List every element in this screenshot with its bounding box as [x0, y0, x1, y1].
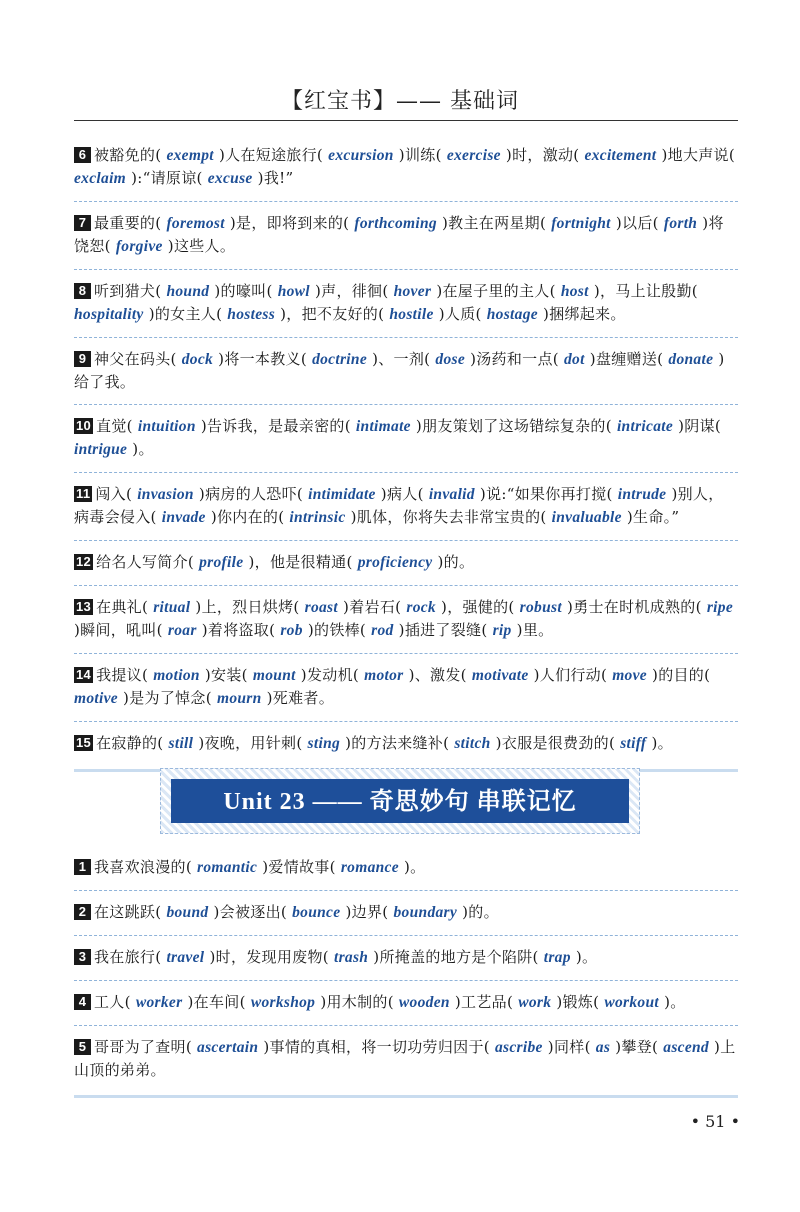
sentence-text: 给名人写简介( profile )，他是很精通( proficiency )的。 [96, 553, 475, 571]
english-word: wooden [398, 994, 450, 1011]
number-badge: 10 [76, 418, 92, 433]
english-word: ripe [706, 599, 733, 616]
english-word: host [560, 283, 589, 300]
number-badge: 14 [76, 667, 92, 682]
sentence-item [74, 547, 738, 580]
english-word: bounce [292, 904, 341, 921]
english-word: rob [280, 622, 303, 639]
english-word: mount [252, 667, 296, 684]
english-word: hostile [389, 306, 434, 323]
english-word: excuse [207, 170, 253, 187]
number-badge: 13 [76, 599, 92, 614]
english-word: excursion [328, 147, 394, 164]
english-word: intimate [355, 418, 411, 435]
item-separator [74, 585, 738, 586]
english-word: invalid [428, 486, 475, 503]
english-word: motor [364, 667, 404, 684]
english-word: exclaim [74, 170, 127, 187]
english-word: profile [199, 554, 244, 571]
english-word: roast [304, 599, 338, 616]
sentence-item [74, 411, 738, 467]
sentence-text: 我喜欢浪漫的( romantic )爱情故事( romance )。 [94, 858, 426, 876]
english-word: stiff [620, 735, 647, 752]
sentence-text: 我提议( motion )安装( mount )发动机( motor )、激发( motivate )人们行动( move )的目的( motive )是为了悼念( mourn )死难者。 [74, 666, 711, 707]
sentence-text: 工人( worker )在车间( workshop )用木制的( wooden )工艺品( work )锻炼( workout )。 [94, 993, 686, 1011]
sentence-text: 在典礼( ritual )上，烈日烘烤( roast )着岩石( rock )，强健的( robust )勇士在时机成熟的( ripe )瞬间，吼叫( roar )着将盗取( rob )的铁棒( rod )插进了裂缝( rip )里。 [74, 598, 733, 639]
item-separator [74, 404, 738, 405]
english-word: stitch [454, 735, 491, 752]
english-word: proficiency [357, 554, 433, 571]
english-word: roar [167, 622, 197, 639]
english-word: ritual [153, 599, 191, 616]
english-word: romance [340, 859, 399, 876]
english-word: still [168, 735, 194, 752]
item-separator [74, 1095, 738, 1098]
number-badge: 2 [74, 904, 91, 920]
english-word: forgive [115, 238, 163, 255]
english-word: bound [166, 904, 209, 921]
page-number: • 51 • [690, 1112, 740, 1131]
item-separator [74, 540, 738, 541]
english-word: dot [564, 351, 585, 368]
sentence-item [74, 728, 738, 761]
number-badge: 5 [74, 1039, 91, 1055]
sentence-item [74, 987, 738, 1020]
english-word: intricate [616, 418, 674, 435]
english-word: hospitality [74, 306, 144, 323]
header-rule [74, 120, 738, 121]
english-word: hover [393, 283, 432, 300]
english-word: boundary [393, 904, 458, 921]
english-word: worker [135, 994, 183, 1011]
sentence-item [74, 208, 738, 264]
unit-title: Unit 23 —— 奇思妙句 串联记忆 [171, 779, 629, 823]
sentence-item [74, 344, 738, 399]
unit-title-frame [160, 768, 640, 834]
sentence-text: 在寂静的( still )夜晚，用针刺( sting )的方法来缝补( stitch )衣服是很费劲的( stiff )。 [96, 734, 673, 752]
english-word: workout [604, 994, 659, 1011]
english-word: dose [435, 351, 466, 368]
sentence-list-bottom [74, 852, 738, 1104]
number-badge: 9 [74, 351, 91, 367]
english-word: forthcoming [354, 215, 437, 232]
number-badge: 8 [74, 283, 91, 299]
sentence-text: 神父在码头( dock )将一本教义( doctrine )、一剂( dose )汤药和一点( dot )盘缠赠送( donate )给了我。 [74, 350, 725, 391]
english-word: hostage [486, 306, 538, 323]
sentence-item [74, 852, 738, 885]
english-word: foremost [166, 215, 225, 232]
item-separator [74, 721, 738, 722]
sentence-text: 直觉( intuition )告诉我，是最亲密的( intimate )朋友策划了这场错综复杂的( intricate )阴谋( intrigue )。 [74, 417, 722, 458]
english-word: intuition [137, 418, 196, 435]
sentence-list-top [74, 140, 738, 778]
english-word: sting [307, 735, 341, 752]
english-word: move [612, 667, 647, 684]
english-word: motivate [471, 667, 529, 684]
english-word: intimidate [308, 486, 376, 503]
english-word: donate [668, 351, 714, 368]
sentence-item [74, 660, 738, 716]
number-badge: 7 [74, 215, 91, 231]
english-word: ascertain [197, 1039, 259, 1056]
number-badge: 12 [76, 554, 92, 569]
english-word: as [595, 1039, 611, 1056]
number-badge: 3 [74, 949, 91, 965]
item-separator [74, 980, 738, 981]
english-word: travel [166, 949, 205, 966]
english-word: invasion [137, 486, 194, 503]
item-separator [74, 472, 738, 473]
english-word: dock [181, 351, 214, 368]
english-word: motion [153, 667, 200, 684]
sentence-item [74, 942, 738, 975]
number-badge: 4 [74, 994, 91, 1010]
english-word: doctrine [312, 351, 368, 368]
sentence-text: 闯入( invasion )病房的人恐吓( intimidate )病人( invalid )说:“如果你再打搅( intrude )别人，病毒会侵入( invade )你内在的( intrinsic )肌体，你将失去非常宝贵的( invaluable )生命。” [74, 485, 724, 526]
english-word: intrude [617, 486, 667, 503]
english-word: rock [406, 599, 436, 616]
sentence-text: 在这跳跃( bound )会被逐出( bounce )边界( boundary )的。 [94, 903, 499, 921]
english-word: fortnight [551, 215, 611, 232]
english-word: robust [519, 599, 562, 616]
sentence-text: 被豁免的( exempt )人在短途旅行( excursion )训练( exercise )时，激动( excitement )地大声说( exclaim ):“请原谅( excuse )我!” [74, 146, 735, 187]
number-badge: 11 [76, 486, 91, 501]
number-badge: 1 [74, 859, 91, 875]
english-word: invade [161, 509, 206, 526]
number-badge: 15 [76, 735, 92, 750]
sentence-item [74, 479, 738, 535]
sentence-item [74, 140, 738, 196]
english-word: hound [166, 283, 210, 300]
english-word: motive [74, 690, 118, 707]
sentence-text: 哥哥为了查明( ascertain )事情的真相，将一切功劳归因于( ascribe )同样( as )攀登( ascend )上山顶的弟弟。 [74, 1038, 736, 1079]
english-word: trash [333, 949, 369, 966]
sentence-item [74, 276, 738, 332]
english-word: howl [277, 283, 310, 300]
english-word: rip [492, 622, 512, 639]
sentence-text: 最重要的( foremost )是，即将到来的( forthcoming )教主在两星期( fortnight )以后( forth )将饶恕( forgive )这些人。 [74, 214, 724, 255]
item-separator [74, 890, 738, 891]
english-word: trap [543, 949, 571, 966]
item-separator [74, 653, 738, 654]
english-word: intrigue [74, 441, 128, 458]
sentence-item [74, 592, 738, 648]
number-badge: 6 [74, 147, 91, 163]
item-separator [74, 935, 738, 936]
english-word: rod [371, 622, 394, 639]
english-word: exempt [166, 147, 214, 164]
english-word: romantic [197, 859, 258, 876]
sentence-item [74, 897, 738, 930]
sentence-item [74, 1032, 738, 1087]
english-word: forth [663, 215, 698, 232]
english-word: excitement [584, 147, 657, 164]
english-word: ascend [663, 1039, 709, 1056]
english-word: hostess [227, 306, 276, 323]
english-word: workshop [250, 994, 316, 1011]
item-separator [74, 337, 738, 338]
sentence-text: 听到猎犬( hound )的嚎叫( howl )声，徘徊( hover )在屋子里的主人( host )，马上让殷勤( hospitality )的女主人( hostess )，把不友好的( hostile )人质( hostage )捆绑起来。 [74, 282, 698, 323]
english-word: intrinsic [289, 509, 346, 526]
item-separator [74, 269, 738, 270]
english-word: exercise [446, 147, 501, 164]
sentence-text: 我在旅行( travel )时，发现用废物( trash )所掩盖的地方是个陷阱( trap )。 [94, 948, 598, 966]
english-word: mourn [216, 690, 262, 707]
page-header-title: 【红宝书】—— 基础词 [281, 89, 519, 114]
english-word: work [518, 994, 552, 1011]
item-separator [74, 201, 738, 202]
english-word: invaluable [551, 509, 622, 526]
english-word: ascribe [494, 1039, 543, 1056]
item-separator [74, 1025, 738, 1026]
